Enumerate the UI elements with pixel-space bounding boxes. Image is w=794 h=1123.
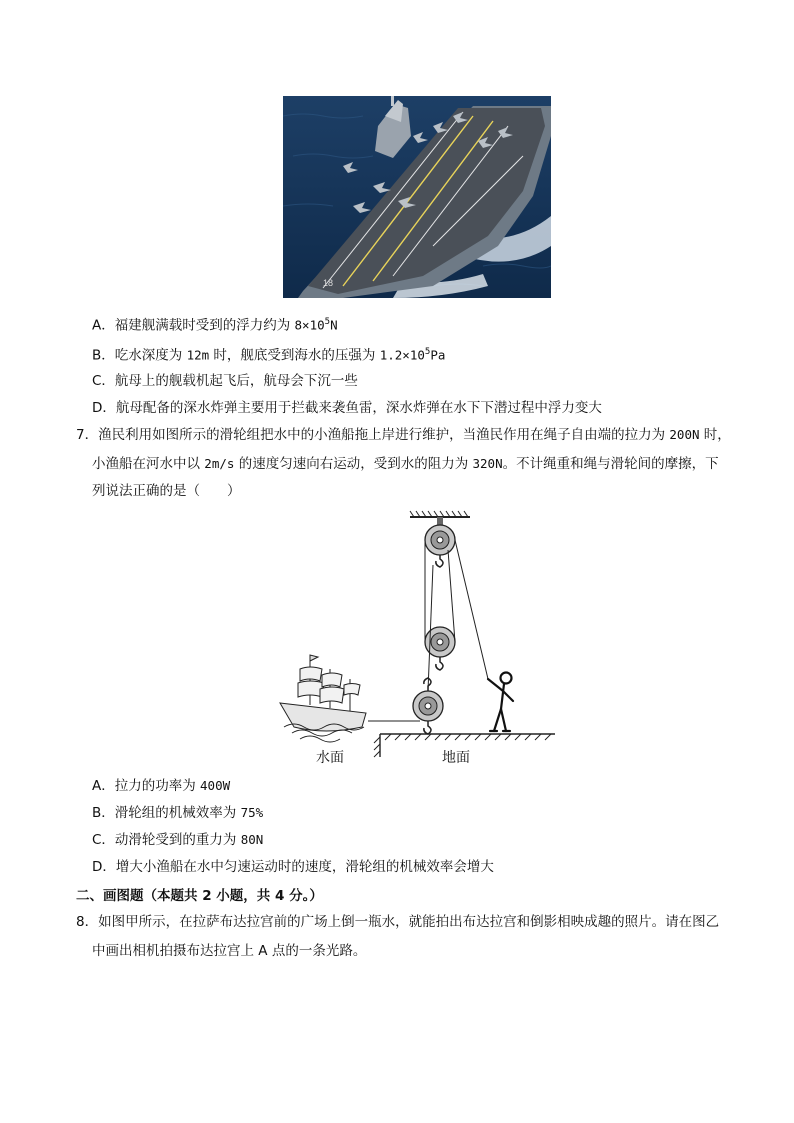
q7-force-value: 200N — [669, 427, 700, 442]
svg-text:18: 18 — [323, 278, 334, 288]
q6-option-a-exponent: 5 — [324, 317, 331, 327]
q6-option-a-unit: N — [330, 317, 338, 333]
q7-option-b-value: 75% — [240, 805, 264, 820]
q7-stem-text: 7．渔民利用如图所示的滑轮组把水中的小渔船拖上岸进行维护，当渔民作用在绳子自由端的拉力为 — [76, 427, 670, 443]
q7-option-a — [92, 776, 230, 796]
q7-option-d: D．增大小渔船在水中匀速运动时的速度，滑轮组的机械效率会增大 — [92, 859, 494, 875]
q7-option-a-text: A．拉力的功率为 — [92, 778, 201, 794]
q6-option-b-value2: 1.2×10 — [379, 347, 425, 363]
q7-stem-text: 的速度匀速向右运动，受到水的阻力为 — [234, 456, 473, 472]
q7-option-a-value: 400W — [200, 778, 231, 793]
q7-speed-value: 2m/s — [204, 456, 235, 471]
q7-stem-text: 时， — [699, 427, 731, 443]
q6-option-b-value: 12m — [186, 347, 210, 363]
q7-option-c-text: C．动滑轮受到的重力为 — [92, 832, 241, 848]
aircraft-carrier-photo — [283, 96, 551, 298]
q6-option-a-text: A．福建舰满载时受到的浮力约为 — [92, 317, 295, 334]
q7-stem-line3: 列说法正确的是（ ） — [92, 483, 241, 499]
q7-option-c-value: 80N — [240, 832, 264, 847]
label-ground: 地面 — [442, 750, 470, 766]
q7-option-b-text: B．滑轮组的机械效率为 — [92, 805, 241, 821]
q6-option-b-exponent: 5 — [424, 347, 431, 357]
q7-resistance-value: 320N — [472, 456, 503, 471]
q7-stem-line2 — [92, 454, 719, 474]
pulley-diagram — [270, 505, 570, 770]
q7-stem-text: 小渔船在河水中以 — [92, 456, 205, 472]
q6-option-b-unit: Pa — [430, 347, 446, 363]
q7-stem-text: 。不计绳重和绳与滑轮间的摩擦，下 — [502, 456, 719, 472]
q6-option-b-text: B．吃水深度为 — [92, 347, 187, 364]
q6-option-d: D．航母配备的深水炸弹主要用于拦截来袭鱼雷，深水炸弹在水下下潜过程中浮力变大 — [92, 400, 602, 416]
q6-option-b-text2: 时，舰底受到海水的压强为 — [209, 347, 380, 364]
q7-option-b — [92, 803, 263, 823]
q7-stem-line1 — [76, 425, 731, 445]
q6-option-b — [92, 342, 445, 366]
q7-option-c — [92, 830, 263, 850]
section-heading: 二、画图题（本题共 2 小题，共 4 分。） — [76, 888, 323, 904]
q6-option-a-value: 8×10 — [294, 317, 325, 333]
q6-option-c: C．航母上的舰载机起飞后，航母会下沉一些 — [92, 373, 358, 389]
q8-stem-line2: 中画出相机拍摄布达拉宫上 A 点的一条光路。 — [92, 943, 367, 959]
q6-option-a — [92, 312, 338, 336]
q8-stem-line1: 8．如图甲所示，在拉萨布达拉宫前的广场上倒一瓶水，就能拍出布达拉宫和倒影相映成趣的照片。请在图乙 — [76, 914, 720, 930]
label-water-surface: 水面 — [316, 750, 344, 766]
